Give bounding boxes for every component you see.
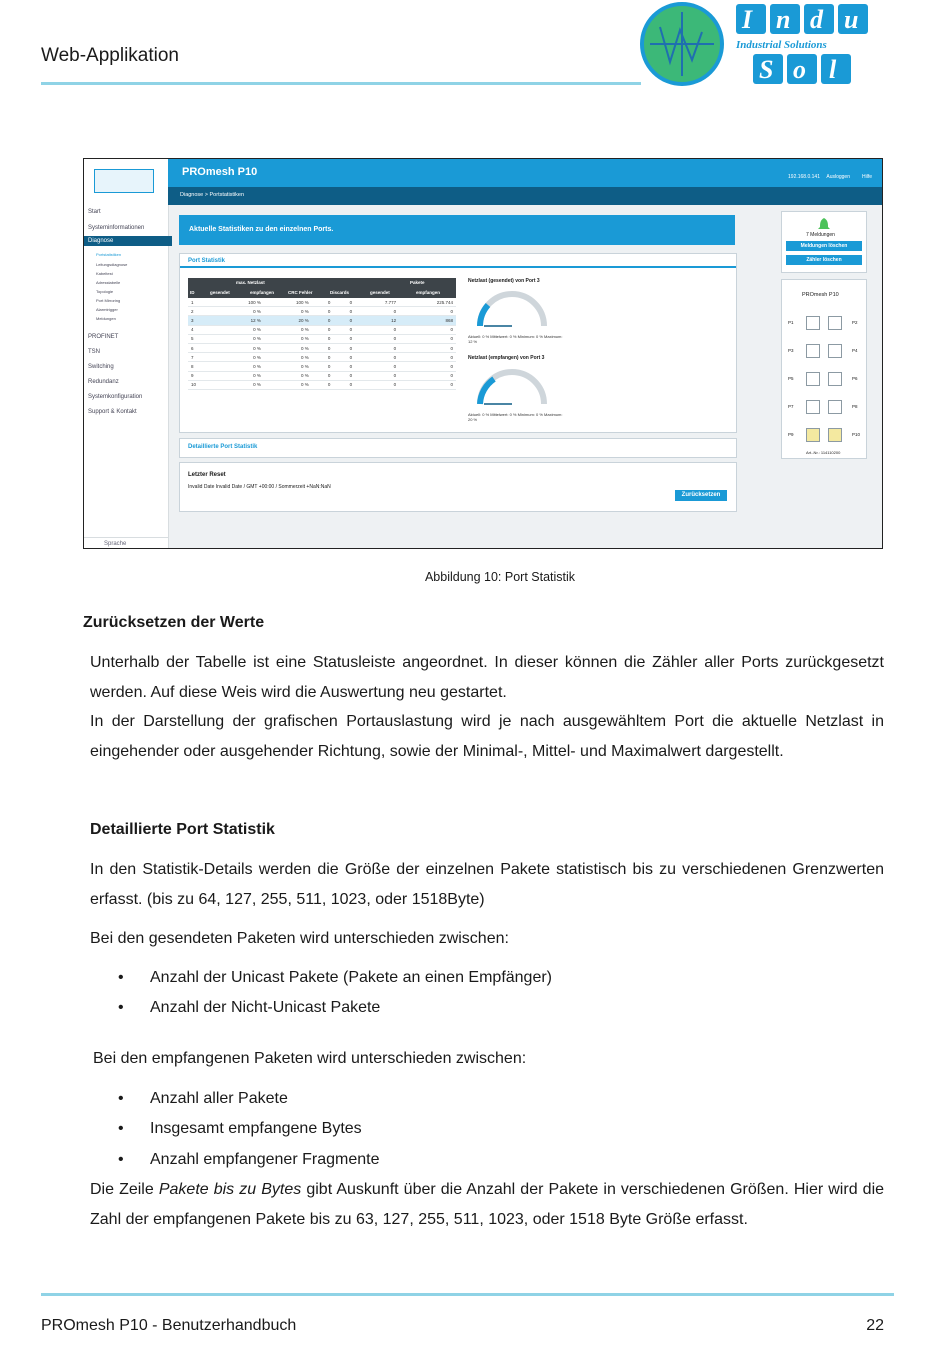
table-cell: 868: [399, 316, 456, 325]
table-cell: 0: [312, 307, 334, 316]
table-header-cell: gesendet: [370, 290, 390, 295]
page-header-title: Web-Applikation: [41, 45, 180, 66]
table-cell: 0 %: [216, 380, 264, 389]
table-cell: 0: [333, 325, 355, 334]
sidebar-language[interactable]: Sprache: [104, 541, 127, 547]
table-cell: 2: [188, 307, 216, 316]
reset-text: Invalid Date Invalid Date / GMT +00:00 / Sommerzeit +NaN:NaN: [188, 484, 331, 490]
table-cell: 0 %: [216, 334, 264, 343]
table-cell: 0: [333, 307, 355, 316]
table-row[interactable]: [188, 334, 456, 343]
table-cell: 0 %: [264, 343, 312, 352]
table-row[interactable]: [188, 343, 456, 352]
table-cell: 0: [355, 371, 399, 380]
port-label: P10: [852, 432, 861, 437]
screenshot-sidebar: [84, 159, 169, 549]
table-row[interactable]: [188, 353, 456, 362]
table-cell: 0 %: [216, 353, 264, 362]
port-label: P9: [788, 432, 794, 437]
paragraph-detail-2: Bei den gesendeten Paketen wird unterschieden zwischen:: [90, 930, 509, 947]
table-cell: 0 %: [264, 353, 312, 362]
device-port[interactable]: [828, 428, 842, 442]
table-cell: 3: [188, 316, 216, 325]
alerts-card: [781, 211, 867, 273]
table-cell: 0: [355, 362, 399, 371]
table-header-cell: ID: [190, 290, 195, 295]
reset-title: Letzter Reset: [188, 472, 226, 478]
port-statistik-title[interactable]: Port Statistik: [180, 254, 736, 268]
device-port[interactable]: [806, 316, 820, 330]
sidebar-item[interactable]: Port Mirroring: [96, 298, 121, 303]
table-cell: 0 %: [216, 362, 264, 371]
svg-text:d: d: [810, 5, 823, 34]
table-row[interactable]: [188, 298, 456, 307]
device-port[interactable]: [806, 400, 820, 414]
table-row[interactable]: [188, 380, 456, 389]
header-rule: [41, 82, 641, 85]
screenshot-breadcrumb: Diagnose > Portstatistiken: [168, 187, 882, 205]
svg-text:l: l: [829, 55, 837, 84]
device-label: PROmesh P10: [802, 292, 839, 298]
table-cell: 0: [333, 343, 355, 352]
table-cell: 7.777: [355, 298, 399, 307]
table-cell: 5: [188, 334, 216, 343]
device-port[interactable]: [806, 372, 820, 386]
table-cell: 0 %: [264, 380, 312, 389]
article-number: Art.-Nr.: 114110200: [806, 450, 841, 455]
svg-text:I: I: [742, 5, 753, 34]
table-cell: 0: [399, 307, 456, 316]
gauge-received: [472, 364, 552, 410]
table-header-cell: CRC Fehler: [288, 290, 313, 295]
table-cell: 100 %: [216, 298, 264, 307]
help-link[interactable]: Hilfe: [861, 174, 872, 180]
table-cell: 0: [333, 334, 355, 343]
figure-caption: Abbildung 10: Port Statistik: [424, 570, 576, 584]
sidebar-item[interactable]: Meldungen: [96, 316, 116, 321]
table-cell: 10: [188, 380, 216, 389]
table-cell: 0: [399, 325, 456, 334]
table-cell: 0: [312, 371, 334, 380]
gauge1-stats: Aktuell: 0 % Mittelwert: 0 % Minimum: 0 % Maximum: 12 %: [468, 334, 563, 344]
indu-sol-logo: [640, 2, 895, 87]
table-cell: 0: [312, 316, 334, 325]
section-heading-detail: Detaillierte Port Statistik: [90, 821, 275, 838]
table-cell: 0: [355, 334, 399, 343]
table-cell: 7: [188, 353, 216, 362]
table-cell: 0 %: [264, 325, 312, 334]
device-port[interactable]: [828, 344, 842, 358]
sidebar-item[interactable]: Systeminformationen: [88, 225, 145, 231]
port-label: P5: [788, 376, 794, 381]
port-statistics-table: [188, 298, 456, 390]
port-label: P1: [788, 320, 794, 325]
table-cell: 0: [355, 325, 399, 334]
device-port[interactable]: [828, 372, 842, 386]
table-cell: 0: [355, 307, 399, 316]
table-cell: 0: [312, 353, 334, 362]
table-header-cell: gesendet: [210, 290, 230, 295]
clear-alerts-button[interactable]: Meldungen löschen: [786, 241, 862, 251]
logo-tagline: Industrial Solutions: [736, 39, 827, 51]
table-cell: 0: [312, 298, 334, 307]
footer-rule: [41, 1293, 894, 1296]
table-cell: 0: [355, 380, 399, 389]
svg-text:S: S: [759, 55, 774, 84]
detail-statistik-title[interactable]: Detaillierte Port Statistik: [188, 444, 258, 450]
sidebar-item[interactable]: Portstatistiken: [96, 252, 122, 257]
alerts-count: 7 Meldungen: [806, 232, 835, 238]
table-cell: 0: [355, 353, 399, 362]
table-cell: 0: [312, 380, 334, 389]
table-cell: 0 %: [264, 362, 312, 371]
table-cell: 0: [399, 353, 456, 362]
table-cell: 0: [312, 325, 334, 334]
sidebar-item[interactable]: Start: [88, 209, 101, 215]
sidebar-item[interactable]: Diagnose: [84, 236, 172, 246]
table-cell: 0: [333, 371, 355, 380]
table-cell: 12: [355, 316, 399, 325]
device-port[interactable]: [828, 316, 842, 330]
table-cell: 1: [188, 298, 216, 307]
table-cell: 0: [312, 362, 334, 371]
table-cell: 12 %: [216, 316, 264, 325]
table-cell: 0 %: [216, 343, 264, 352]
table-row[interactable]: [188, 325, 456, 334]
paragraph-detail-4: Die Zeile Pakete bis zu Bytes gibt Auskunft über die Anzahl der Pakete in verschiedenen Größen. Hier wird die Zahl der empfangenen Pakete bis zu 63, 127, 255, 511, 1023, oder 1518 Byte Größe erfasst.: [90, 1181, 885, 1228]
table-cell: 0 %: [216, 307, 264, 316]
svg-text:n: n: [776, 5, 791, 34]
table-header-cell: Discards: [330, 290, 350, 295]
sidebar-item[interactable]: Support & Kontakt: [88, 409, 137, 415]
logout-link[interactable]: Ausloggen: [826, 174, 850, 180]
paragraph-detail-1: In den Statistik-Details werden die Größe der einzelnen Pakete statistisch bis zu verschiedenen Grenzwerten erfasst. (bis zu 64, 127, 255, 511, 1023, oder 1518Byte): [90, 861, 884, 908]
sidebar-logo: [94, 169, 154, 193]
table-cell: 8: [188, 362, 216, 371]
table-cell: 0: [312, 343, 334, 352]
table-cell: 100 %: [264, 298, 312, 307]
table-cell: 0 %: [216, 371, 264, 380]
port-label: P7: [788, 404, 794, 409]
table-cell: 0: [399, 334, 456, 343]
table-header-cell: empfangen: [416, 290, 441, 295]
gauge2-title: Netzlast (empfangen) von Port 3: [468, 355, 545, 361]
table-row[interactable]: [188, 307, 456, 316]
table-cell: 4: [188, 325, 216, 334]
screenshot-topbar: [168, 159, 882, 187]
port-label: P8: [852, 404, 858, 409]
web-app-screenshot: [83, 158, 883, 549]
table-cell: 9: [188, 371, 216, 380]
port-label: P3: [788, 348, 794, 353]
table-cell: 0 %: [264, 307, 312, 316]
paragraph-reset-1: Unterhalb der Tabelle ist eine Statusleiste angeordnet. In dieser können die Zähler aller Ports zurückgesetzt werden. Auf diese Weis wird die Auswertung neu gestartet.: [90, 654, 884, 701]
table-cell: 225.744: [399, 298, 456, 307]
reset-button[interactable]: Zurücksetzen: [675, 490, 727, 501]
page-number: 22: [866, 1317, 884, 1334]
port-label: P6: [852, 376, 858, 381]
gauge-sent: [472, 286, 552, 332]
port-statistik-card: [179, 253, 737, 433]
table-cell: 0: [333, 380, 355, 389]
paragraph-detail-3: Bei den empfangenen Paketen wird unterschieden zwischen:: [93, 1050, 527, 1067]
sidebar-item[interactable]: Adresstabelle: [96, 280, 121, 285]
device-port[interactable]: [828, 400, 842, 414]
table-cell: 0 %: [216, 325, 264, 334]
table-cell: 0 %: [264, 334, 312, 343]
sidebar-item[interactable]: Redundanz: [88, 379, 119, 385]
table-cell: 20 %: [264, 316, 312, 325]
svg-text:o: o: [793, 55, 806, 84]
statistics-banner: Aktuelle Statistiken zu den einzelnen Ports.: [179, 215, 735, 245]
device-port[interactable]: [806, 428, 820, 442]
table-row[interactable]: [188, 316, 456, 325]
detail-statistik-card[interactable]: [179, 438, 737, 458]
bell-icon: [817, 217, 831, 231]
table-cell: 0 %: [264, 371, 312, 380]
table-cell: 0: [399, 362, 456, 371]
table-header-cell: empfangen: [250, 290, 275, 295]
port-label: P4: [852, 348, 858, 353]
sidebar-item[interactable]: PROFINET: [88, 334, 119, 340]
group-header-netzlast: max. Netzlast: [236, 280, 265, 285]
table-cell: 0: [333, 298, 355, 307]
paragraph-reset-2: In der Darstellung der grafischen Portauslastung wird je nach ausgewähltem Port die aktuelle Netzlast in eingehender oder ausgehender Richtung, sowie der Minimal-, Mittel- und Maximalwert dargestellt.: [90, 713, 884, 760]
device-panel: [781, 279, 867, 459]
table-cell: 0: [355, 343, 399, 352]
sidebar-item[interactable]: Switching: [88, 364, 114, 370]
table-cell: 0: [333, 362, 355, 371]
svg-text:u: u: [844, 5, 859, 34]
sidebar-item[interactable]: Leitungsdiagnose: [96, 262, 128, 267]
reset-card: [179, 462, 737, 512]
sidebar-item[interactable]: TSN: [88, 349, 100, 355]
sidebar-item[interactable]: Alarmtrigger: [96, 307, 118, 312]
table-cell: 0: [399, 380, 456, 389]
screenshot-ip: 192.168.0.141: [788, 174, 820, 180]
group-header-pakete: Pakete: [410, 280, 425, 285]
port-table-wrap: [188, 278, 456, 390]
footer-title: PROmesh P10 - Benutzerhandbuch: [41, 1317, 297, 1334]
gauge2-stats: Aktuell: 0 % Mittelwert: 0 % Minimum: 0 % Maximum: 20 %: [468, 412, 563, 422]
section-heading-reset: Zurücksetzen der Werte: [83, 614, 265, 631]
table-cell: 0: [399, 371, 456, 380]
table-cell: 0: [333, 316, 355, 325]
table-row[interactable]: [188, 371, 456, 380]
port-label: P2: [852, 320, 858, 325]
table-cell: 0: [399, 343, 456, 352]
table-cell: 6: [188, 343, 216, 352]
sidebar-item[interactable]: Kabeltest: [96, 271, 113, 276]
gauge1-title: Netzlast (gesendet) von Port 3: [468, 278, 540, 284]
device-port[interactable]: [806, 344, 820, 358]
screenshot-app-title: PROmesh P10: [182, 166, 258, 178]
table-cell: 0: [333, 353, 355, 362]
table-row[interactable]: [188, 362, 456, 371]
table-cell: 0: [312, 334, 334, 343]
sidebar-item[interactable]: Topologie: [96, 289, 114, 294]
port-table-header: [188, 278, 456, 298]
sidebar-item[interactable]: Systemkonfiguration: [88, 394, 143, 400]
clear-counters-button[interactable]: Zähler löschen: [786, 255, 862, 265]
